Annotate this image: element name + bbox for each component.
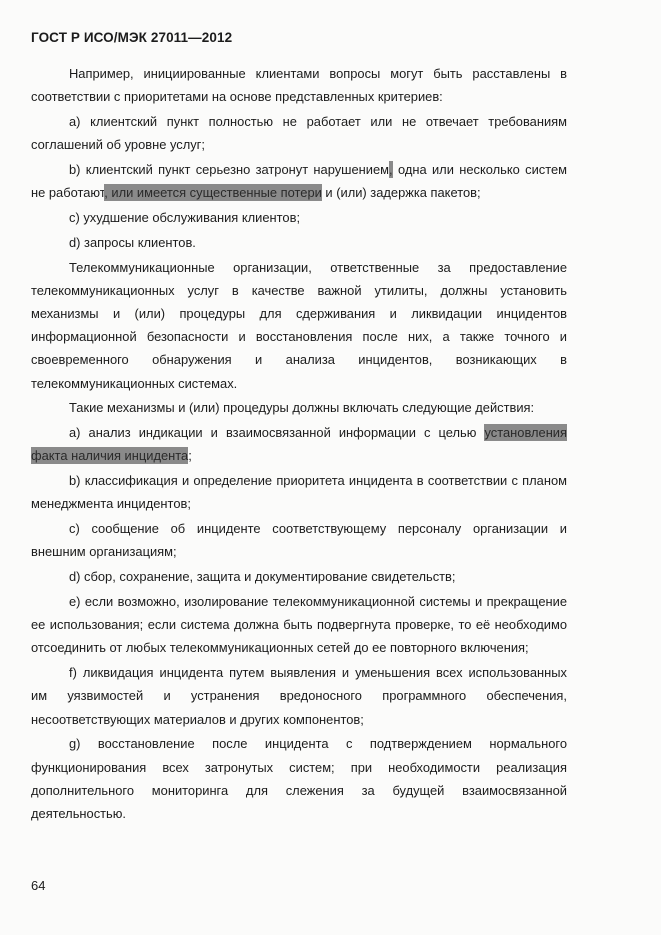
- list-item-d: d) запросы клиентов.: [69, 234, 196, 250]
- document-header: ГОСТ Р ИСО/МЭК 27011—2012: [31, 30, 233, 45]
- highlight-mark: , или имеется существенные потери: [104, 185, 322, 201]
- text-run: одна или несколько систем не работают: [31, 162, 568, 201]
- text-run: и (или) задержка пакетов;: [321, 185, 481, 201]
- text-run: b) клиентский пункт серьезно затронут нарушением: [69, 162, 390, 177]
- paragraph-telecom: Телекоммуникационные организации, ответственные за предоставление телекоммуникационных услуг в качестве важной утилиты, должны установить механизмы и (или) процедуры для сдерживания и ликвидации инцидентов информационной безопасности и восстановления после них, а также точного и своевременного обнаружения и анализа инцидентов, возникающих в телекоммуникационных системах.: [31, 259, 567, 391]
- paragraph-intro: Например, инициированные клиентами вопросы могут быть расставлены в соответствии с приоритетами на основе представленных критериев:: [31, 66, 567, 105]
- highlight-mark: установления факта наличия инцидента: [31, 425, 567, 464]
- action-item-c: с) сообщение об инциденте соответствующему персоналу организации и внешним организациям;: [31, 521, 567, 560]
- action-item-g: g) восстановление после инцидента с подтверждением нормального функционирования всех затронутых систем; при необходимости реализация дополнительного мониторинга для слежения за будущей взаимосвязанной деятельностью.: [31, 736, 567, 822]
- page-number: 64: [31, 878, 46, 893]
- document-body: [31, 62, 567, 827]
- highlight-mark: ,: [389, 162, 393, 177]
- action-item-d: d) сбор, сохранение, защита и документирование свидетельств;: [69, 569, 456, 585]
- action-item-e: е) если возможно, изолирование телекоммуникационной системы и прекращение ее использования; если система должна быть подвергнута проверке, то её необходимо отсоединить от любых телекоммуникационных сетей до ее повторного включения;: [31, 594, 567, 656]
- paragraph-actions-intro: Такие механизмы и (или) процедуры должны включать следующие действия:: [69, 400, 535, 416]
- list-item-c: с) ухудшение обслуживания клиентов;: [69, 210, 301, 225]
- text-run: ;: [188, 448, 192, 464]
- text-run: а) анализ индикации и взаимосвязанной информации с целью: [69, 425, 485, 441]
- list-item-a: а) клиентский пункт полностью не работает или не отвечает требованиям соглашений об уровне услуг;: [31, 114, 567, 153]
- action-item-b: b) классификация и определение приоритета инцидента в соответствии с планом менеджмента инцидентов;: [31, 473, 567, 512]
- list-item-b: [31, 158, 567, 204]
- action-item-f: f) ликвидация инцидента путем выявления и уменьшения всех использованных им уязвимостей и устранения вредоносного программного обеспечения, несоответствующих материалов и других компонентов;: [31, 665, 567, 727]
- action-item-a: [31, 421, 567, 467]
